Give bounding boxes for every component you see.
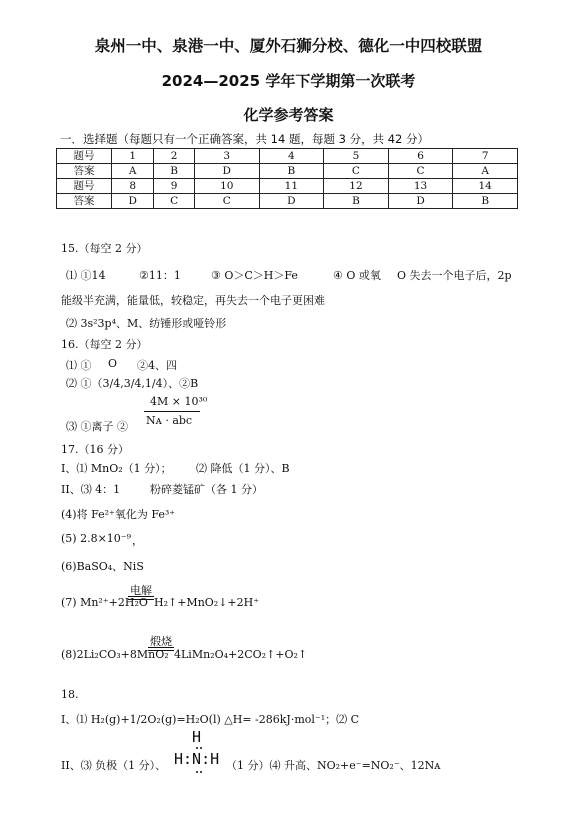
q18-line2-right: （1 分）⑷ 升高、NO₂+e⁻=NO₂⁻、12Nᴀ bbox=[226, 759, 441, 772]
q15-line1-d: ④ O 或氧 bbox=[333, 269, 381, 282]
table-cell: 13 bbox=[388, 179, 453, 194]
table-cell: 9 bbox=[154, 179, 195, 194]
doc-title: 化学参考答案 bbox=[243, 106, 334, 124]
table-cell: 5 bbox=[324, 149, 389, 164]
section1-heading: 一．选择题（每题只有一个正确答案，共 14 题，每题 3 分，共 42 分） bbox=[60, 132, 430, 146]
q17-eq7-bar2 bbox=[128, 599, 154, 600]
table-cell: 7 bbox=[453, 149, 518, 164]
q18-line1: Ⅰ、⑴ H₂(g)+1/2O₂(g)=H₂O(l) △H= -286kJ·mol⁻¹；⑵ C bbox=[61, 713, 360, 726]
table-cell: A bbox=[453, 164, 518, 179]
table-row-header: 题号 bbox=[57, 179, 112, 194]
lewis-bond-dot bbox=[200, 747, 202, 749]
table-cell: B bbox=[259, 164, 324, 179]
q17-eq7-bar bbox=[128, 596, 154, 597]
table-row bbox=[57, 179, 518, 194]
q17-eq8-right: 4LiMn₂O₄+2CO₂↑+O₂↑ bbox=[174, 648, 308, 661]
table-cell: D bbox=[388, 194, 453, 209]
table-cell: 6 bbox=[388, 149, 453, 164]
table-cell: B bbox=[453, 194, 518, 209]
table-cell: 8 bbox=[112, 179, 154, 194]
table-cell: B bbox=[154, 164, 195, 179]
table-cell: 14 bbox=[453, 179, 518, 194]
q18-head: 18. bbox=[61, 688, 79, 701]
q15-line1-c: ③ O＞C＞H＞Fe bbox=[211, 269, 298, 282]
q16-line2: ⑵ ①（3/4,3/4,1/4）、②B bbox=[66, 377, 199, 390]
q16-fraction-numerator: 4M × 10³⁰ bbox=[150, 395, 208, 408]
q17-line1b: ⑵ 降低（1 分）、B bbox=[196, 462, 290, 475]
ammonia-lewis-middle-row: H:N:H bbox=[174, 750, 220, 768]
table-cell: 2 bbox=[154, 149, 195, 164]
q15-line3: ⑵ 3s²3p⁴、M、纺锤形或哑铃形 bbox=[66, 317, 227, 330]
table-row bbox=[57, 194, 518, 209]
table-row bbox=[57, 149, 518, 164]
table-cell: 3 bbox=[194, 149, 259, 164]
q17-line4b: ， bbox=[132, 534, 143, 547]
q17-eq8-left: (8)2Li₂CO₃+8MnO₂ bbox=[61, 648, 169, 661]
q17-eq7-condition: 电解 bbox=[130, 584, 152, 597]
q17-eq8-bar bbox=[148, 647, 174, 648]
answer-table bbox=[56, 148, 518, 209]
q16-line3: ⑶ ①离子 ② bbox=[66, 420, 128, 433]
q15-line1-e: O 失去一个电子后，2p bbox=[397, 269, 512, 282]
q15-line2: 能级半充满，能量低，较稳定，再失去一个电子更困难 bbox=[61, 294, 325, 307]
exam-alliance-title: 泉州一中、泉港一中、厦外石狮分校、德化一中四校联盟 bbox=[94, 37, 483, 55]
table-cell: D bbox=[259, 194, 324, 209]
lewis-lone-pair-dot bbox=[196, 771, 198, 773]
table-cell: 12 bbox=[324, 179, 389, 194]
table-cell: C bbox=[194, 194, 259, 209]
table-cell: C bbox=[324, 164, 389, 179]
q15-head: 15.（每空 2 分） bbox=[61, 242, 148, 255]
table-cell: A bbox=[112, 164, 154, 179]
lewis-lone-pair-dot bbox=[200, 771, 202, 773]
table-cell: D bbox=[194, 164, 259, 179]
table-row-header: 题号 bbox=[57, 149, 112, 164]
q15-line1-b: ②11：1 bbox=[139, 269, 181, 282]
table-cell: C bbox=[388, 164, 453, 179]
q16-fraction-denominator: Nᴀ · abc bbox=[146, 414, 193, 427]
lewis-bond-dot bbox=[196, 747, 198, 749]
q16-line1-c: ②4、四 bbox=[137, 359, 177, 372]
table-row-header: 答案 bbox=[57, 194, 112, 209]
q17-line2: II、⑶ 4：1 bbox=[61, 483, 121, 496]
q16-line1-b: O bbox=[108, 357, 118, 370]
q15-line1-a: ⑴ ①14 bbox=[66, 269, 106, 282]
table-cell: 1 bbox=[112, 149, 154, 164]
ammonia-lewis-top-h: H bbox=[192, 728, 202, 746]
q17-line4: (5) 2.8×10⁻⁹ bbox=[61, 532, 132, 545]
q18-line2-left: II、⑶ 负极（1 分）、 bbox=[61, 759, 167, 772]
q17-eq8-condition: 煅烧 bbox=[150, 635, 172, 648]
exam-subtitle: 2024—2025 学年下学期第一次联考 bbox=[161, 72, 416, 90]
q17-eq7-right: H₂↑+MnO₂↓+2H⁺ bbox=[154, 596, 260, 609]
table-cell: 11 bbox=[259, 179, 324, 194]
q17-line5: (6)BaSO₄、NiS bbox=[61, 560, 144, 573]
q17-line3: (4)将 Fe²⁺氧化为 Fe³⁺ bbox=[61, 508, 176, 521]
q16-line1-a: ⑴ ① bbox=[66, 359, 92, 372]
table-cell: 10 bbox=[194, 179, 259, 194]
table-cell: D bbox=[112, 194, 154, 209]
table-row-header: 答案 bbox=[57, 164, 112, 179]
q16-head: 16.（每空 2 分） bbox=[61, 338, 148, 351]
q17-line1: Ⅰ、⑴ MnO₂（1 分）； bbox=[61, 462, 172, 475]
q17-eq7-left: (7) Mn²⁺+2H₂O bbox=[61, 596, 148, 609]
table-cell: B bbox=[324, 194, 389, 209]
table-row bbox=[57, 164, 518, 179]
table-cell: C bbox=[154, 194, 195, 209]
q16-fraction-bar bbox=[144, 411, 200, 412]
table-cell: 4 bbox=[259, 149, 324, 164]
q17-line2b: 粉碎菱锰矿（各 1 分） bbox=[150, 483, 263, 496]
q17-eq8-bar2 bbox=[148, 650, 174, 651]
q17-head: 17.（16 分） bbox=[61, 443, 129, 456]
